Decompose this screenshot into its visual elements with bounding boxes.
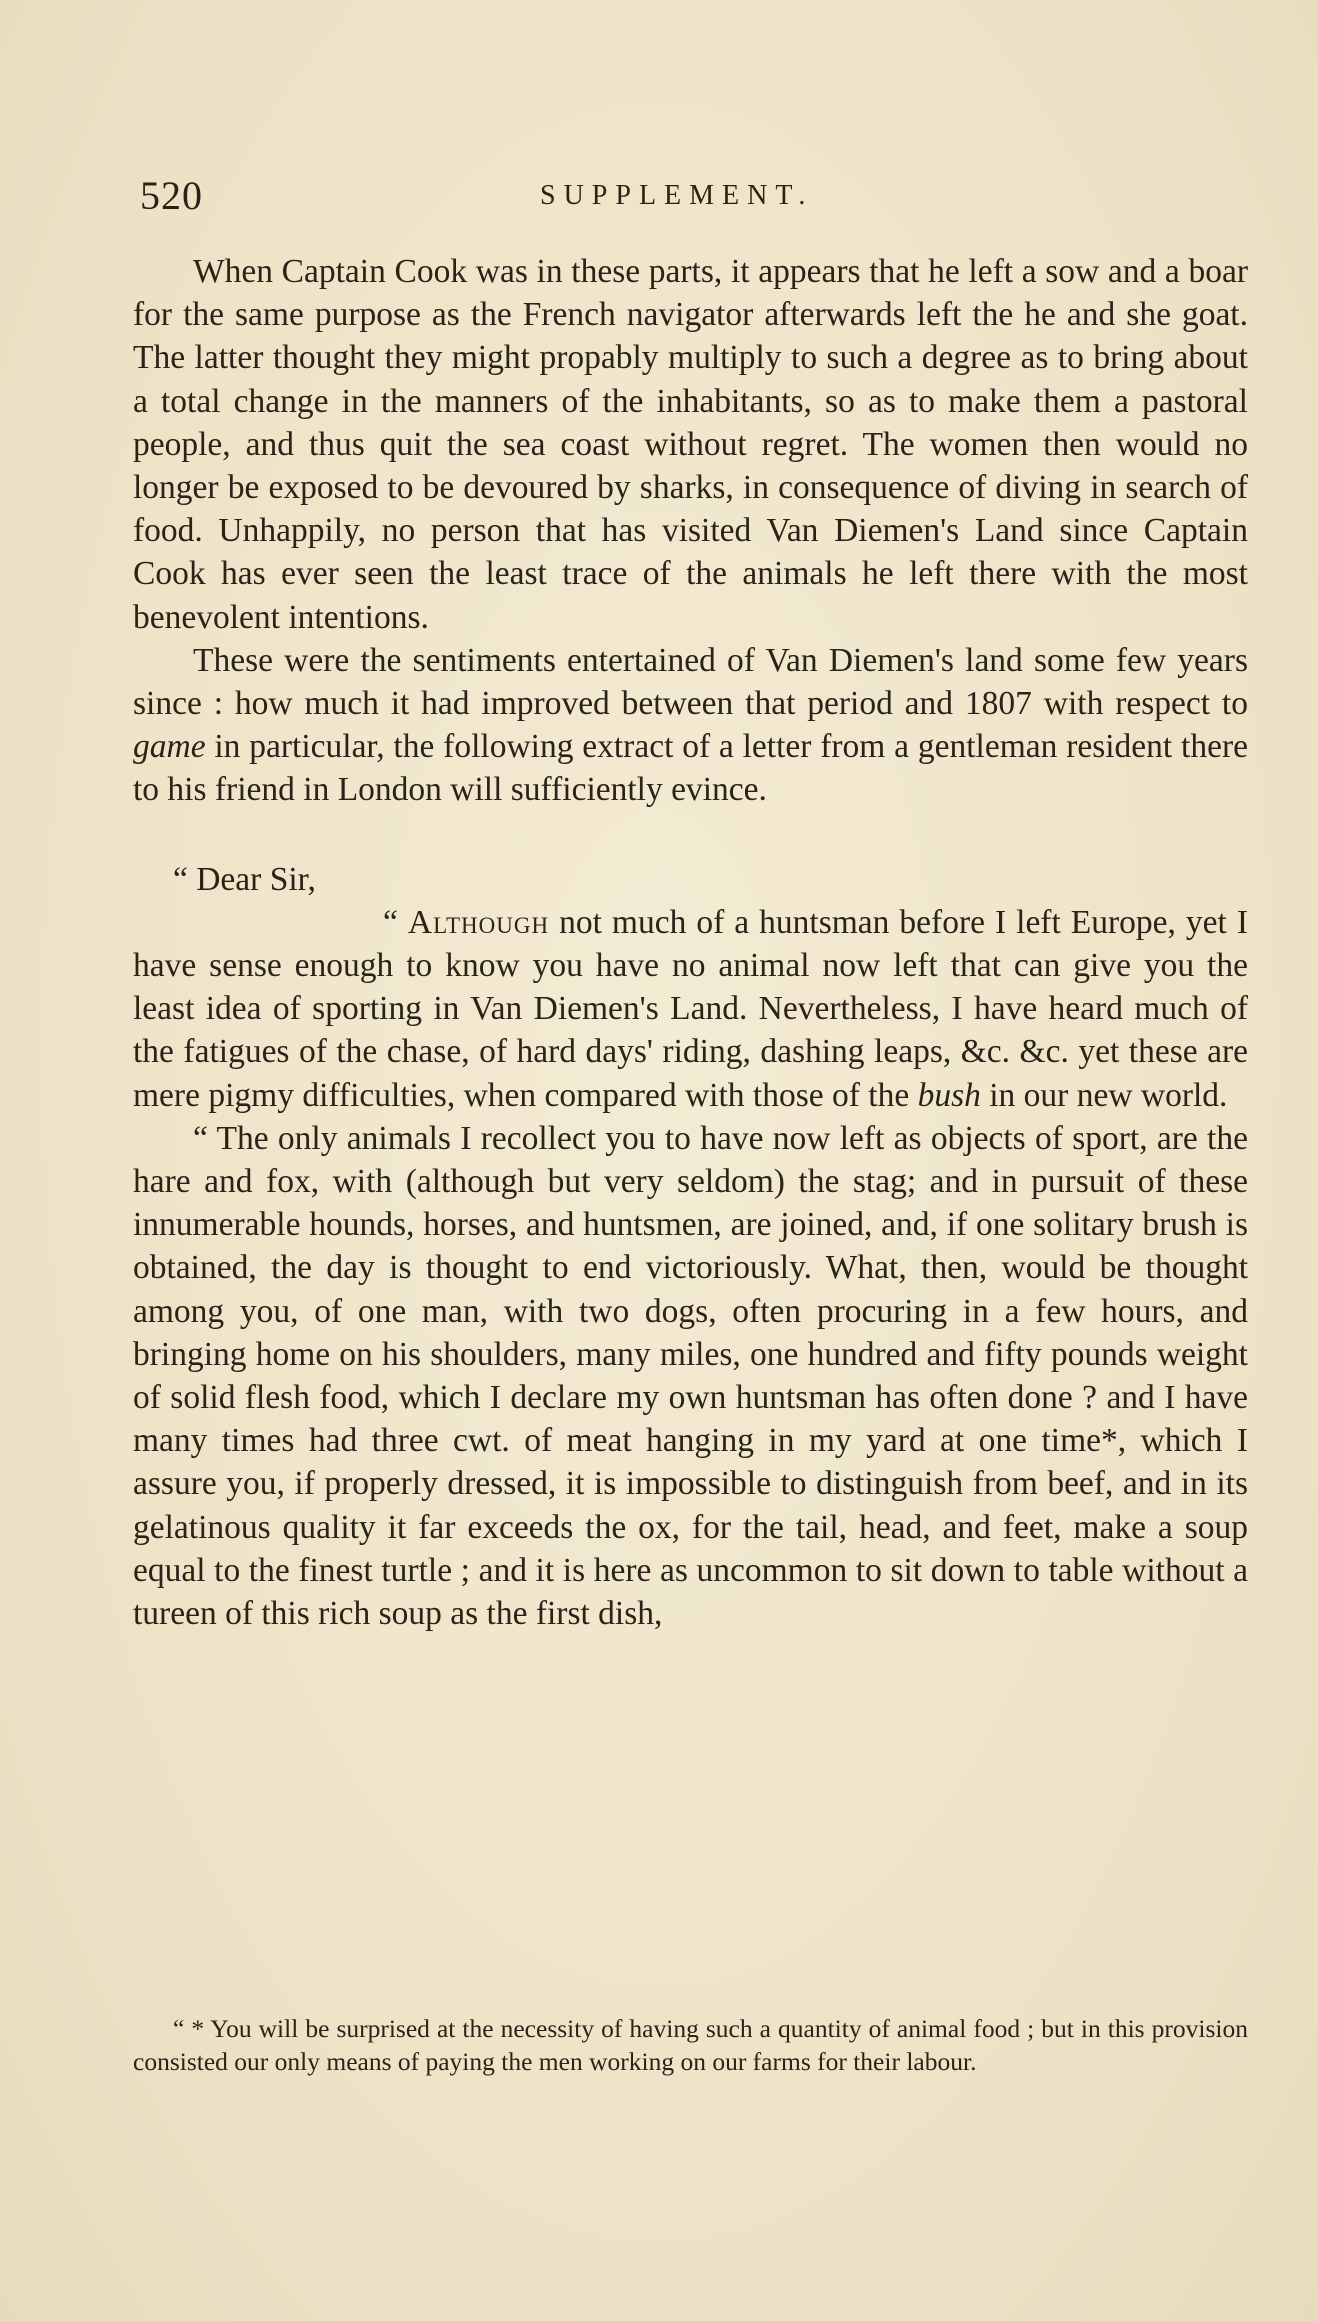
paragraph-sentiments-middle: with respect to	[1031, 685, 1248, 723]
paragraph-sentiments	[133, 639, 1248, 812]
running-head: SUPPLEMENT.	[540, 180, 814, 211]
paragraph-letter-open	[133, 901, 1248, 1117]
page-header	[140, 172, 1240, 222]
although-smallcaps: Although	[407, 903, 550, 941]
open-quote: “	[383, 903, 408, 941]
paragraph-sentiments-start: These were the sentiments entertained of Van Diemen's land some few years since : how much it had improved between that period and	[133, 641, 1248, 723]
footnote-text: “ * You will be surprised at the necessity of having such a quantity of animal food ; but in this provision consisted our only means of paying the men working on our farms for their labour.	[133, 2014, 1248, 2076]
paragraph-sentiments-end: in particular, the following extract of a letter from a gentleman resident there to his friend in London will sufficiently evince.	[133, 728, 1248, 809]
paragraph-cook-animals: When Captain Cook was in these parts, it appears that he left a sow and a boar for the same purpose as the French navigator afterwards left the he and she goat. The latter thought they might propably multiply to such a degree as to bring about a total change in the manners of the inhabitants, so as to make them a pastoral people, and thus quit the sea coast without regret. The women then would no longer be exposed to be devoured by sharks, in consequence of diving in search of food. Unhappily, no person that has visited Van Diemen's Land since Captain Cook has ever seen the least trace of the animals he left there with the most benevolent intentions.	[133, 253, 1248, 636]
year-1807: 1807	[964, 685, 1032, 723]
paragraph-letter-body: not much of a huntsman before I left Europe, yet I have sense enough to know you have no animal now left that can give you the least idea of sporting in Van Diemen's Land. Nevertheless, I have heard much of the fatigues of the chase, of hard days' riding, dashing leaps, &c. &c. yet these are mere pigmy difficulties, when compared with those of the	[133, 903, 1248, 1114]
letter-salutation: “ Dear Sir,	[173, 860, 316, 898]
main-text	[133, 250, 1248, 1635]
footnote	[133, 2012, 1248, 2078]
bush-word: bush	[917, 1076, 981, 1114]
page-number: 520	[140, 173, 203, 218]
paragraph-letter-end: in our new world.	[980, 1076, 1228, 1114]
game-word: game	[133, 728, 206, 766]
paragraph-animals-sport: “ The only animals I recollect you to have now left as objects of sport, are the hare and fox, with (although but very seldom) the stag; and in pursuit of these innumerable hounds, horses, and huntsmen, are joined, and, if one solitary brush is obtained, the day is thought to end victoriously. What, then, would be thought among you, of one man, with two dogs, often procuring in a few hours, and bringing home on his shoulders, many miles, one hundred and fifty pounds weight of solid flesh food, which I declare my own huntsman has often done ? and I have many times had three cwt. of meat hanging in my yard at one time*, which I assure you, if properly dressed, it is impossible to distinguish from beef, and in its gelatinous quality it far exceeds the ox, for the tail, head, and feet, make a soup equal to the finest turtle ; and it is here as uncommon to sit down to table without a tureen of this rich soup as the first dish,	[133, 1119, 1248, 1633]
